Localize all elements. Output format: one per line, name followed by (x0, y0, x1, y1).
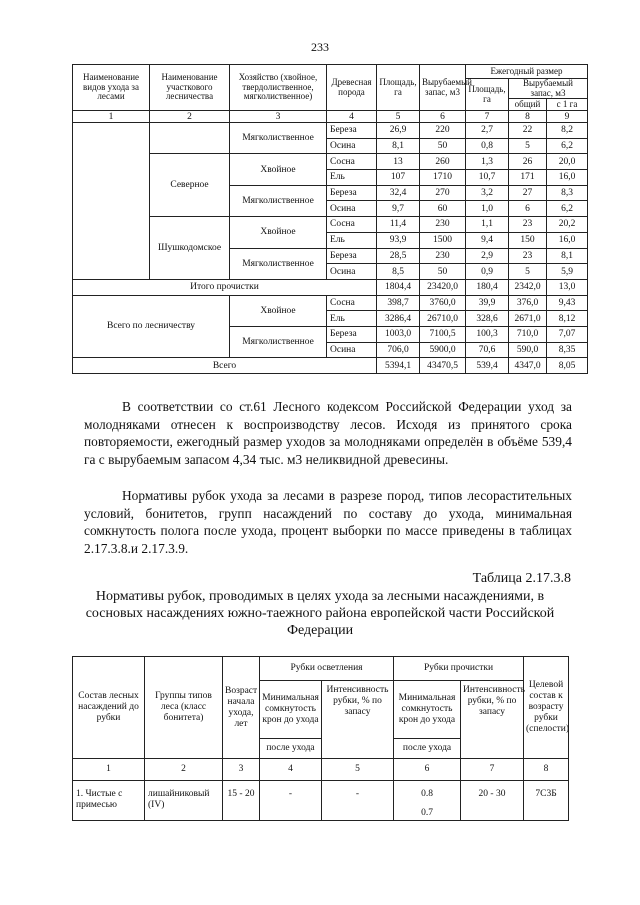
cell-value: 20,2 (547, 217, 588, 233)
cell-value: 28,5 (377, 248, 420, 264)
cell-value: 8,2 (547, 123, 588, 139)
column-number: 7 (466, 111, 509, 123)
column-number: 8 (509, 111, 547, 123)
cell-forest-group: лишайниковый (IV) (145, 781, 223, 821)
column-number-row (73, 759, 569, 781)
header-after-care: после ухода (394, 739, 461, 759)
cell-value: 4347,0 (509, 358, 547, 374)
total-label: Всего (73, 358, 377, 374)
cell-value: 706,0 (377, 342, 420, 358)
cell-value: 1,0 (466, 201, 509, 217)
cell-species: Осина (327, 138, 377, 154)
cell-value: 150 (509, 232, 547, 248)
header-after-care: после ухода (260, 739, 322, 759)
cell-value: 5 (509, 264, 547, 280)
cell-value: 23 (509, 248, 547, 264)
subtotal-label: Итого прочистки (73, 279, 377, 295)
cell-value: 8,35 (547, 342, 588, 358)
cell-start-age: 15 - 20 (223, 781, 260, 821)
cell-value: 20,0 (547, 154, 588, 170)
cell-species: Осина (327, 264, 377, 280)
forestry-total-label: Всего по лесничеству (73, 295, 230, 358)
table-row (73, 123, 588, 139)
header-area: Площадь, га (377, 65, 420, 111)
table-row (73, 781, 569, 821)
cell-value: 230 (420, 248, 466, 264)
cell-species: Сосна (327, 295, 377, 311)
cell-species: Ель (327, 311, 377, 327)
column-number: 3 (230, 111, 327, 123)
cell-value: 7100,5 (420, 326, 466, 342)
table-row (73, 295, 588, 311)
header-min-density: Минимальная сомкнутость крон до ухода (260, 681, 322, 739)
table-row (73, 154, 588, 170)
cell-district: Шушкодомское (150, 217, 230, 280)
cell-value: 5 (509, 138, 547, 154)
cell-value: 2342,0 (509, 279, 547, 295)
header-composition: Состав лесных насаждений до рубки (73, 657, 145, 759)
header-annual-volume: Вырубаемый запас, м3 (509, 79, 588, 99)
header-thinning: Рубки прочистки (394, 657, 524, 681)
cell-value: 50 (420, 138, 466, 154)
cell-value: 3760,0 (420, 295, 466, 311)
cell-value: 328,6 (466, 311, 509, 327)
cell-value: 376,0 (509, 295, 547, 311)
cell-value: 16,0 (547, 170, 588, 186)
cell-value: 107 (377, 170, 420, 186)
table-row (73, 217, 588, 233)
header-volume-per-ha: с 1 га (547, 99, 588, 111)
cell-value: 1003,0 (377, 326, 420, 342)
header-district: Наименование участкового лесничества (150, 65, 230, 111)
cell-farm-type: Мягколиственное (230, 248, 327, 279)
cell-value: 9,4 (466, 232, 509, 248)
cell-value: 590,0 (509, 342, 547, 358)
cell-species: Береза (327, 123, 377, 139)
cell-value: 23420,0 (420, 279, 466, 295)
cell-clearing-density: - (260, 781, 322, 821)
cell-value: 39,9 (466, 295, 509, 311)
cell-species: Ель (327, 232, 377, 248)
cell-farm-type: Хвойное (230, 295, 327, 326)
cell-species: Сосна (327, 217, 377, 233)
table-caption-title: Нормативы рубок, проводимых в целях ухода за лесными насаждениями, в сосновых насаждениях южно-таежного района европейской части Российской Федерации (85, 589, 555, 638)
cell-value: 8,12 (547, 311, 588, 327)
paragraph-norms: Нормативы рубок ухода за лесами в разрезе пород, типов лесорастительных условий, бонитетов, групп насаждений по составу до ухода, минимальная сомкнутость полога после ухода, процент выборки по массе приведены в таблицах 2.17.3.8.и 2.17.3.9. (84, 488, 572, 556)
cell-value: 43470,5 (420, 358, 466, 374)
cell-value: 0,9 (466, 264, 509, 280)
cell-value: 8,05 (547, 358, 588, 374)
cell-value: 50 (420, 264, 466, 280)
cell-value: 9,7 (377, 201, 420, 217)
cell-species: Береза (327, 248, 377, 264)
cell-value: 710,0 (509, 326, 547, 342)
cell-value: 1710 (420, 170, 466, 186)
cell-value: 93,9 (377, 232, 420, 248)
cell-value: 60 (420, 201, 466, 217)
column-number: 5 (377, 111, 420, 123)
cell-value: 539,4 (466, 358, 509, 374)
cell-value: 8,1 (547, 248, 588, 264)
cell-value: 1500 (420, 232, 466, 248)
cell-value: 230 (420, 217, 466, 233)
cell-species: Осина (327, 201, 377, 217)
cell-value: 13,0 (547, 279, 588, 295)
cell-composition: 1. Чистые с примесью (73, 781, 145, 821)
cell-value: 7,07 (547, 326, 588, 342)
density-value: 0.7 (421, 808, 433, 818)
table-caption-number: Таблица 2.17.3.8 (472, 571, 571, 586)
cell-value: 8,5 (377, 264, 420, 280)
cell-value: 27 (509, 185, 547, 201)
cell-value: 3286,4 (377, 311, 420, 327)
column-number: 8 (524, 759, 569, 781)
header-intensity: Интенсивность рубки, % по запасу (322, 681, 394, 759)
cell-value: 1804,4 (377, 279, 420, 295)
cell-value: 100,3 (466, 326, 509, 342)
cell-value: 13 (377, 154, 420, 170)
cell-species: Осина (327, 342, 377, 358)
column-number: 5 (322, 759, 394, 781)
column-number: 2 (145, 759, 223, 781)
cell-clearing-intensity: - (322, 781, 394, 821)
subtotal-row (73, 279, 588, 295)
column-number: 2 (150, 111, 230, 123)
header-farm-type: Хозяйство (хвойное, твердолиственное, мягколиственное) (230, 65, 327, 111)
cell-value: 8,1 (377, 138, 420, 154)
cell-value: 1,3 (466, 154, 509, 170)
cell-value: 2,9 (466, 248, 509, 264)
header-annual: Ежегодный размер (466, 65, 588, 79)
cell-value: 5900,0 (420, 342, 466, 358)
cell-value: 22 (509, 123, 547, 139)
cell-value: 26710,0 (420, 311, 466, 327)
cell-farm-type: Мягколиственное (230, 123, 327, 154)
cell-value: 1,1 (466, 217, 509, 233)
cell-value: 6,2 (547, 138, 588, 154)
thinning-norms-table (72, 656, 569, 821)
column-number: 4 (327, 111, 377, 123)
cell-district-blank (150, 123, 230, 154)
cell-value: 0,8 (466, 138, 509, 154)
density-value: 0.8 (421, 789, 433, 799)
cell-value: 260 (420, 154, 466, 170)
column-number: 7 (461, 759, 524, 781)
cell-value: 10,7 (466, 170, 509, 186)
cell-farm-type: Мягколиственное (230, 185, 327, 216)
cell-species: Сосна (327, 154, 377, 170)
cell-target-composition: 7С3Б (524, 781, 569, 821)
cell-value: 5394,1 (377, 358, 420, 374)
cell-farm-type: Хвойное (230, 217, 327, 248)
header-forest-groups: Группы типов леса (класс бонитета) (145, 657, 223, 759)
column-number: 6 (420, 111, 466, 123)
cell-value: 171 (509, 170, 547, 186)
cell-value: 26 (509, 154, 547, 170)
total-row (73, 358, 588, 374)
cell-district: Северное (150, 154, 230, 217)
felling-volume-table (72, 64, 588, 374)
column-number: 1 (73, 759, 145, 781)
cell-value: 180,4 (466, 279, 509, 295)
column-number: 9 (547, 111, 588, 123)
cell-value: 70,6 (466, 342, 509, 358)
cell-value: 2,7 (466, 123, 509, 139)
header-volume: Вырубаемый запас, м3 (420, 65, 466, 111)
cell-value: 32,4 (377, 185, 420, 201)
cell-value: 26,9 (377, 123, 420, 139)
column-number: 3 (223, 759, 260, 781)
cell-value: 11,4 (377, 217, 420, 233)
cell-value: 8,3 (547, 185, 588, 201)
header-start-age: Возраст начала ухода, лет (223, 657, 260, 759)
cell-value: 270 (420, 185, 466, 201)
cell-value: 6 (509, 201, 547, 217)
cell-value: 398,7 (377, 295, 420, 311)
header-care-type: Наименование видов ухода за лесами (73, 65, 150, 111)
header-species: Древесная порода (327, 65, 377, 111)
cell-farm-type: Хвойное (230, 154, 327, 185)
column-number: 1 (73, 111, 150, 123)
cell-value: 2671,0 (509, 311, 547, 327)
cell-value: 16,0 (547, 232, 588, 248)
header-annual-area: Площадь, га (466, 79, 509, 111)
cell-species: Береза (327, 326, 377, 342)
cell-care-type (73, 123, 150, 280)
cell-species: Береза (327, 185, 377, 201)
cell-value: 5,9 (547, 264, 588, 280)
header-intensity: Интенсивность рубки, % по запасу (461, 681, 524, 759)
cell-thinning-intensity: 20 - 30 (461, 781, 524, 821)
cell-value: 6,2 (547, 201, 588, 217)
column-number: 6 (394, 759, 461, 781)
cell-species: Ель (327, 170, 377, 186)
column-number: 4 (260, 759, 322, 781)
cell-farm-type: Мягколиственное (230, 326, 327, 357)
column-number-row (73, 111, 588, 123)
paragraph-care: В соответствии со ст.61 Лесного кодексом Российской Федерации уход за молодняками отнесен к воспроизводству лесов. Исходя из принятого срока повторяемости, ежегодный размер уходов за молодняками определён в объёме 539,4 га с вырубаемым запасом 4,34 тыс. м3 неликвидной древесины. (84, 399, 572, 467)
cell-thinning-density (394, 781, 461, 821)
header-volume-total: общий (509, 99, 547, 111)
cell-value: 9,43 (547, 295, 588, 311)
cell-value: 23 (509, 217, 547, 233)
cell-value: 220 (420, 123, 466, 139)
header-clearing: Рубки осветления (260, 657, 394, 681)
cell-value: 3,2 (466, 185, 509, 201)
page-number: 233 (311, 40, 329, 54)
header-target-composition: Целевой состав к возрасту рубки (спелости) (524, 657, 569, 759)
header-min-density: Минимальная сомкнутость крон до ухода (394, 681, 461, 739)
